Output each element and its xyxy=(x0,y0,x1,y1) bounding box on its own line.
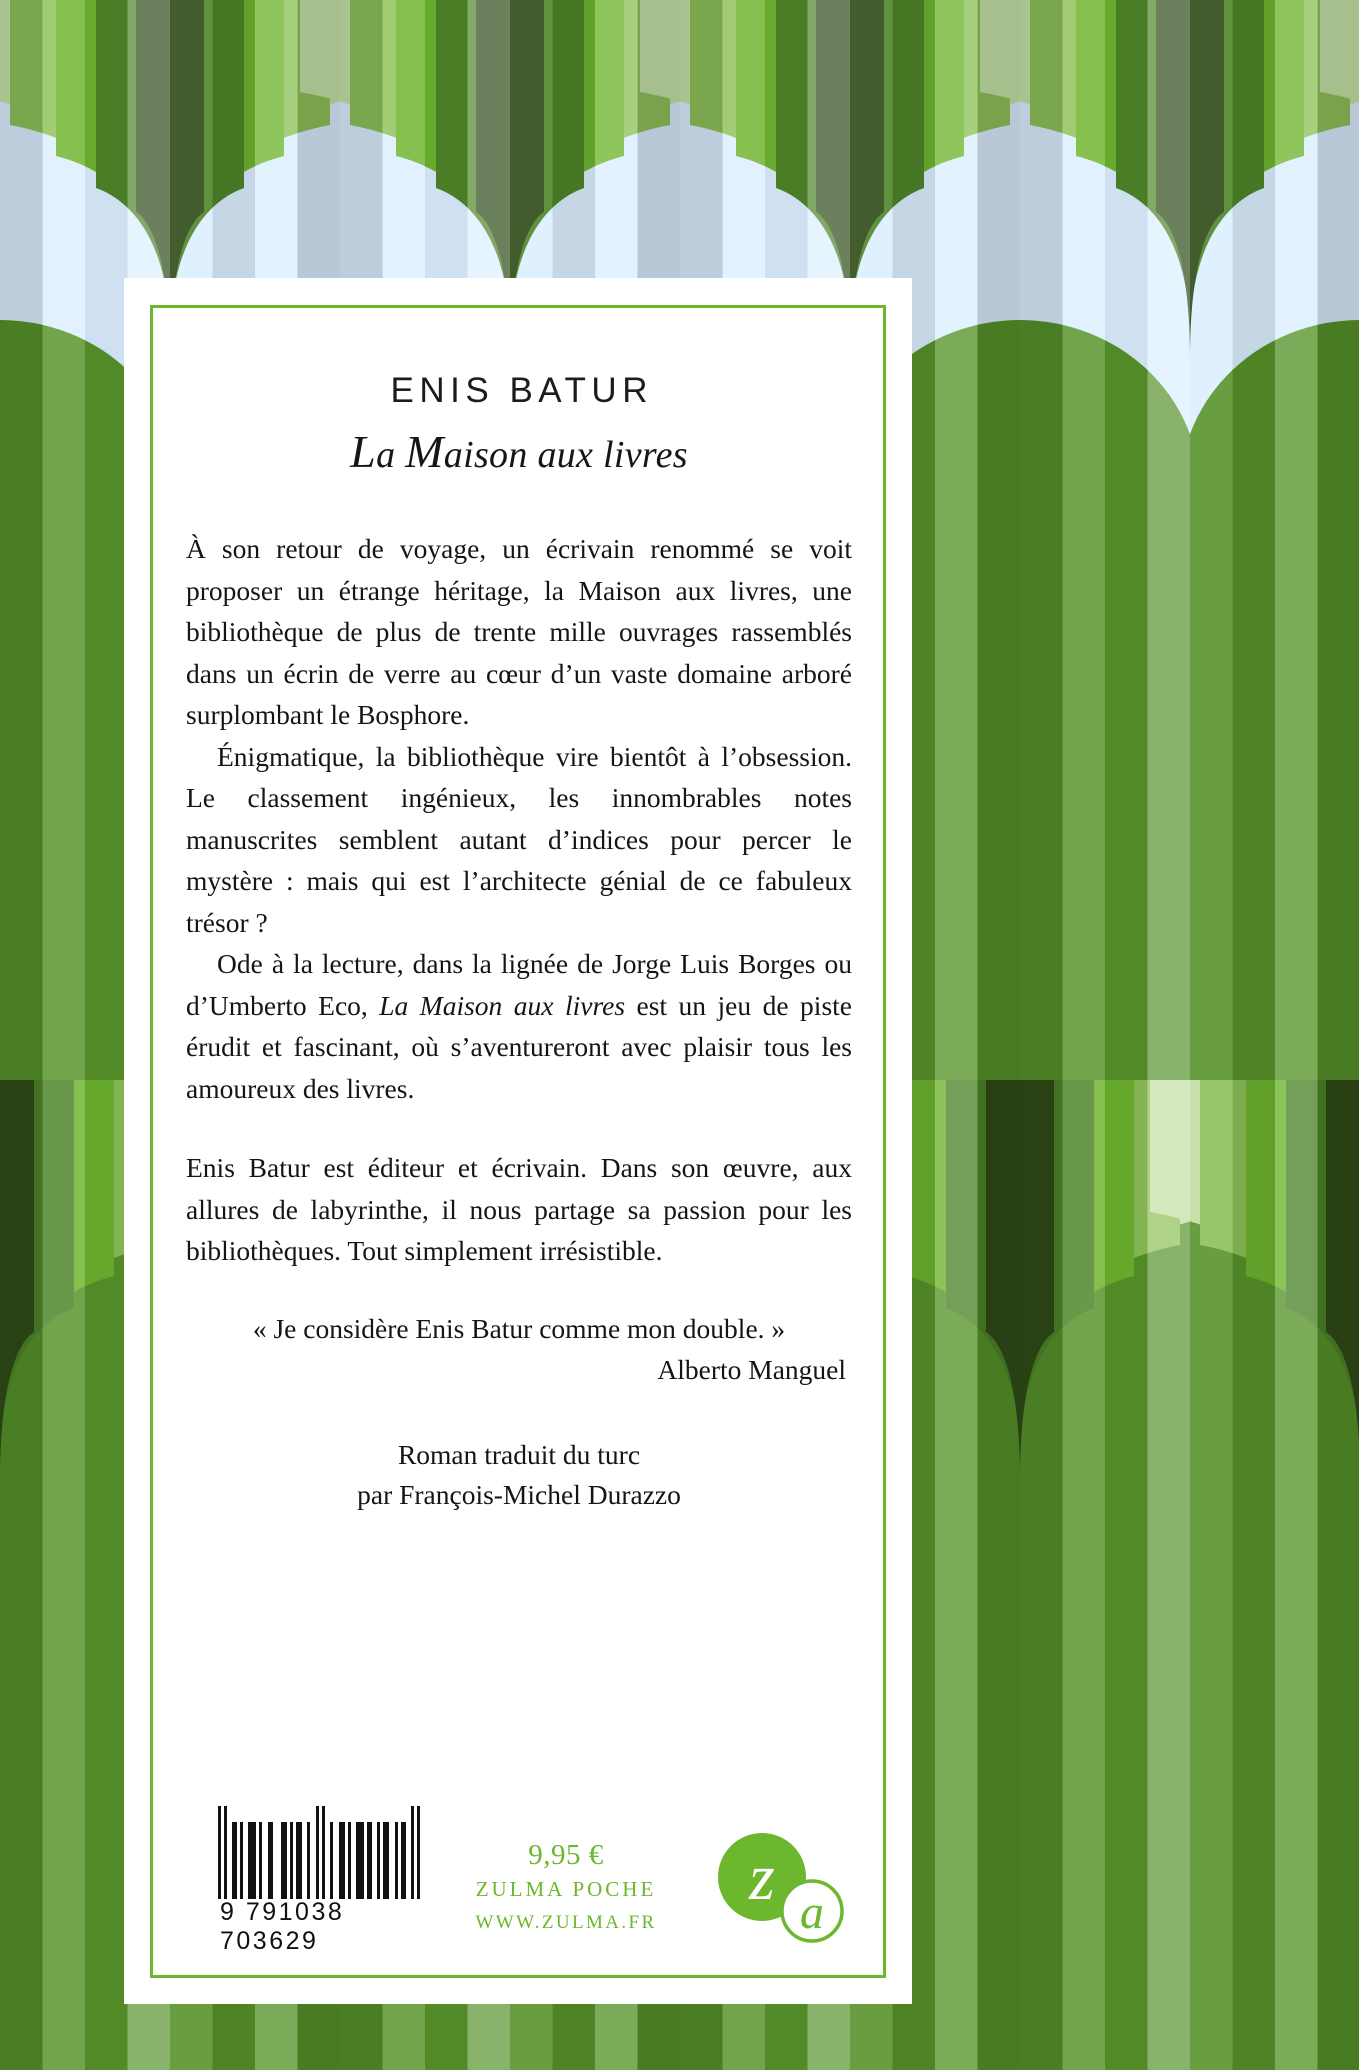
logo-letter-a: a xyxy=(800,1886,824,1939)
blurb-p3-after: est un jeu de piste érudit et fascinant, où s’aventureront avec plaisir tous les amoureux des livres. xyxy=(186,989,852,1104)
publisher-info xyxy=(475,1838,656,1956)
pull-quote-text: « Je considère Enis Batur comme mon double. » xyxy=(252,1312,786,1344)
blurb-p3-title: La Maison aux livres xyxy=(379,989,626,1021)
barcode-number: 9 791038 703629 xyxy=(220,1898,345,1955)
blurb-p3-before: Ode à la lecture, dans la lignée de Jorge Luis Borges ou d’Umberto Eco, xyxy=(186,948,852,1021)
author-bio xyxy=(186,1147,852,1272)
cover-content xyxy=(186,338,852,1948)
barcode-bars xyxy=(218,1806,436,1899)
title-cap-l: L xyxy=(350,426,377,477)
blurb-paragraph-3 xyxy=(186,943,852,1109)
translation-line-2: par François-Michel Durazzo xyxy=(357,1478,681,1510)
pull-quote-attribution: Alberto Manguel xyxy=(657,1354,846,1385)
price: 9,95 € xyxy=(528,1839,604,1871)
blurb-paragraph-2: Énigmatique, la bibliothèque vire bientôt à l’obsession. Le classement ingénieux, les innombrables notes manuscrites semblent autant d’indices pour percer le mystère : mais qui est l’architecte génial de ce fabuleux trésor ? xyxy=(186,740,852,938)
publisher-website: WWW.ZULMA.FR xyxy=(475,1912,657,1933)
zulma-logo xyxy=(702,1825,852,1956)
blurb-text xyxy=(186,528,852,1109)
logo-letter-z: z xyxy=(749,1841,775,1914)
author-bio-text: Enis Batur est éditeur et écrivain. Dans son œuvre, aux allures de labyrinthe, il nous partage sa passion pour les bibliothèques. Tout simplement irrésistible. xyxy=(186,1152,852,1266)
title-part-rest: aison aux livres xyxy=(443,434,688,476)
author-name: ENIS BATUR xyxy=(390,371,653,410)
title-cap-m: M xyxy=(405,426,444,477)
back-cover-panel xyxy=(124,278,912,2004)
pull-quote xyxy=(186,1308,852,1391)
translation-line-1: Roman traduit du turc xyxy=(397,1438,641,1470)
translation-credit xyxy=(186,1435,852,1515)
cover-footer xyxy=(186,1806,852,1956)
blurb-paragraph-1: À son retour de voyage, un écrivain renommé se voit proposer un étrange héritage, la Maison aux livres, une bibliothèque de plus de trente mille ouvrages rassemblés dans un écrin de verre au cœur d’un vaste domaine arboré surplombant le Bosphore. xyxy=(186,533,852,730)
title-part-a: a xyxy=(376,434,406,476)
imprint-name: ZULMA POCHE xyxy=(475,1877,657,1901)
barcode xyxy=(186,1806,436,1956)
book-title xyxy=(186,425,852,478)
